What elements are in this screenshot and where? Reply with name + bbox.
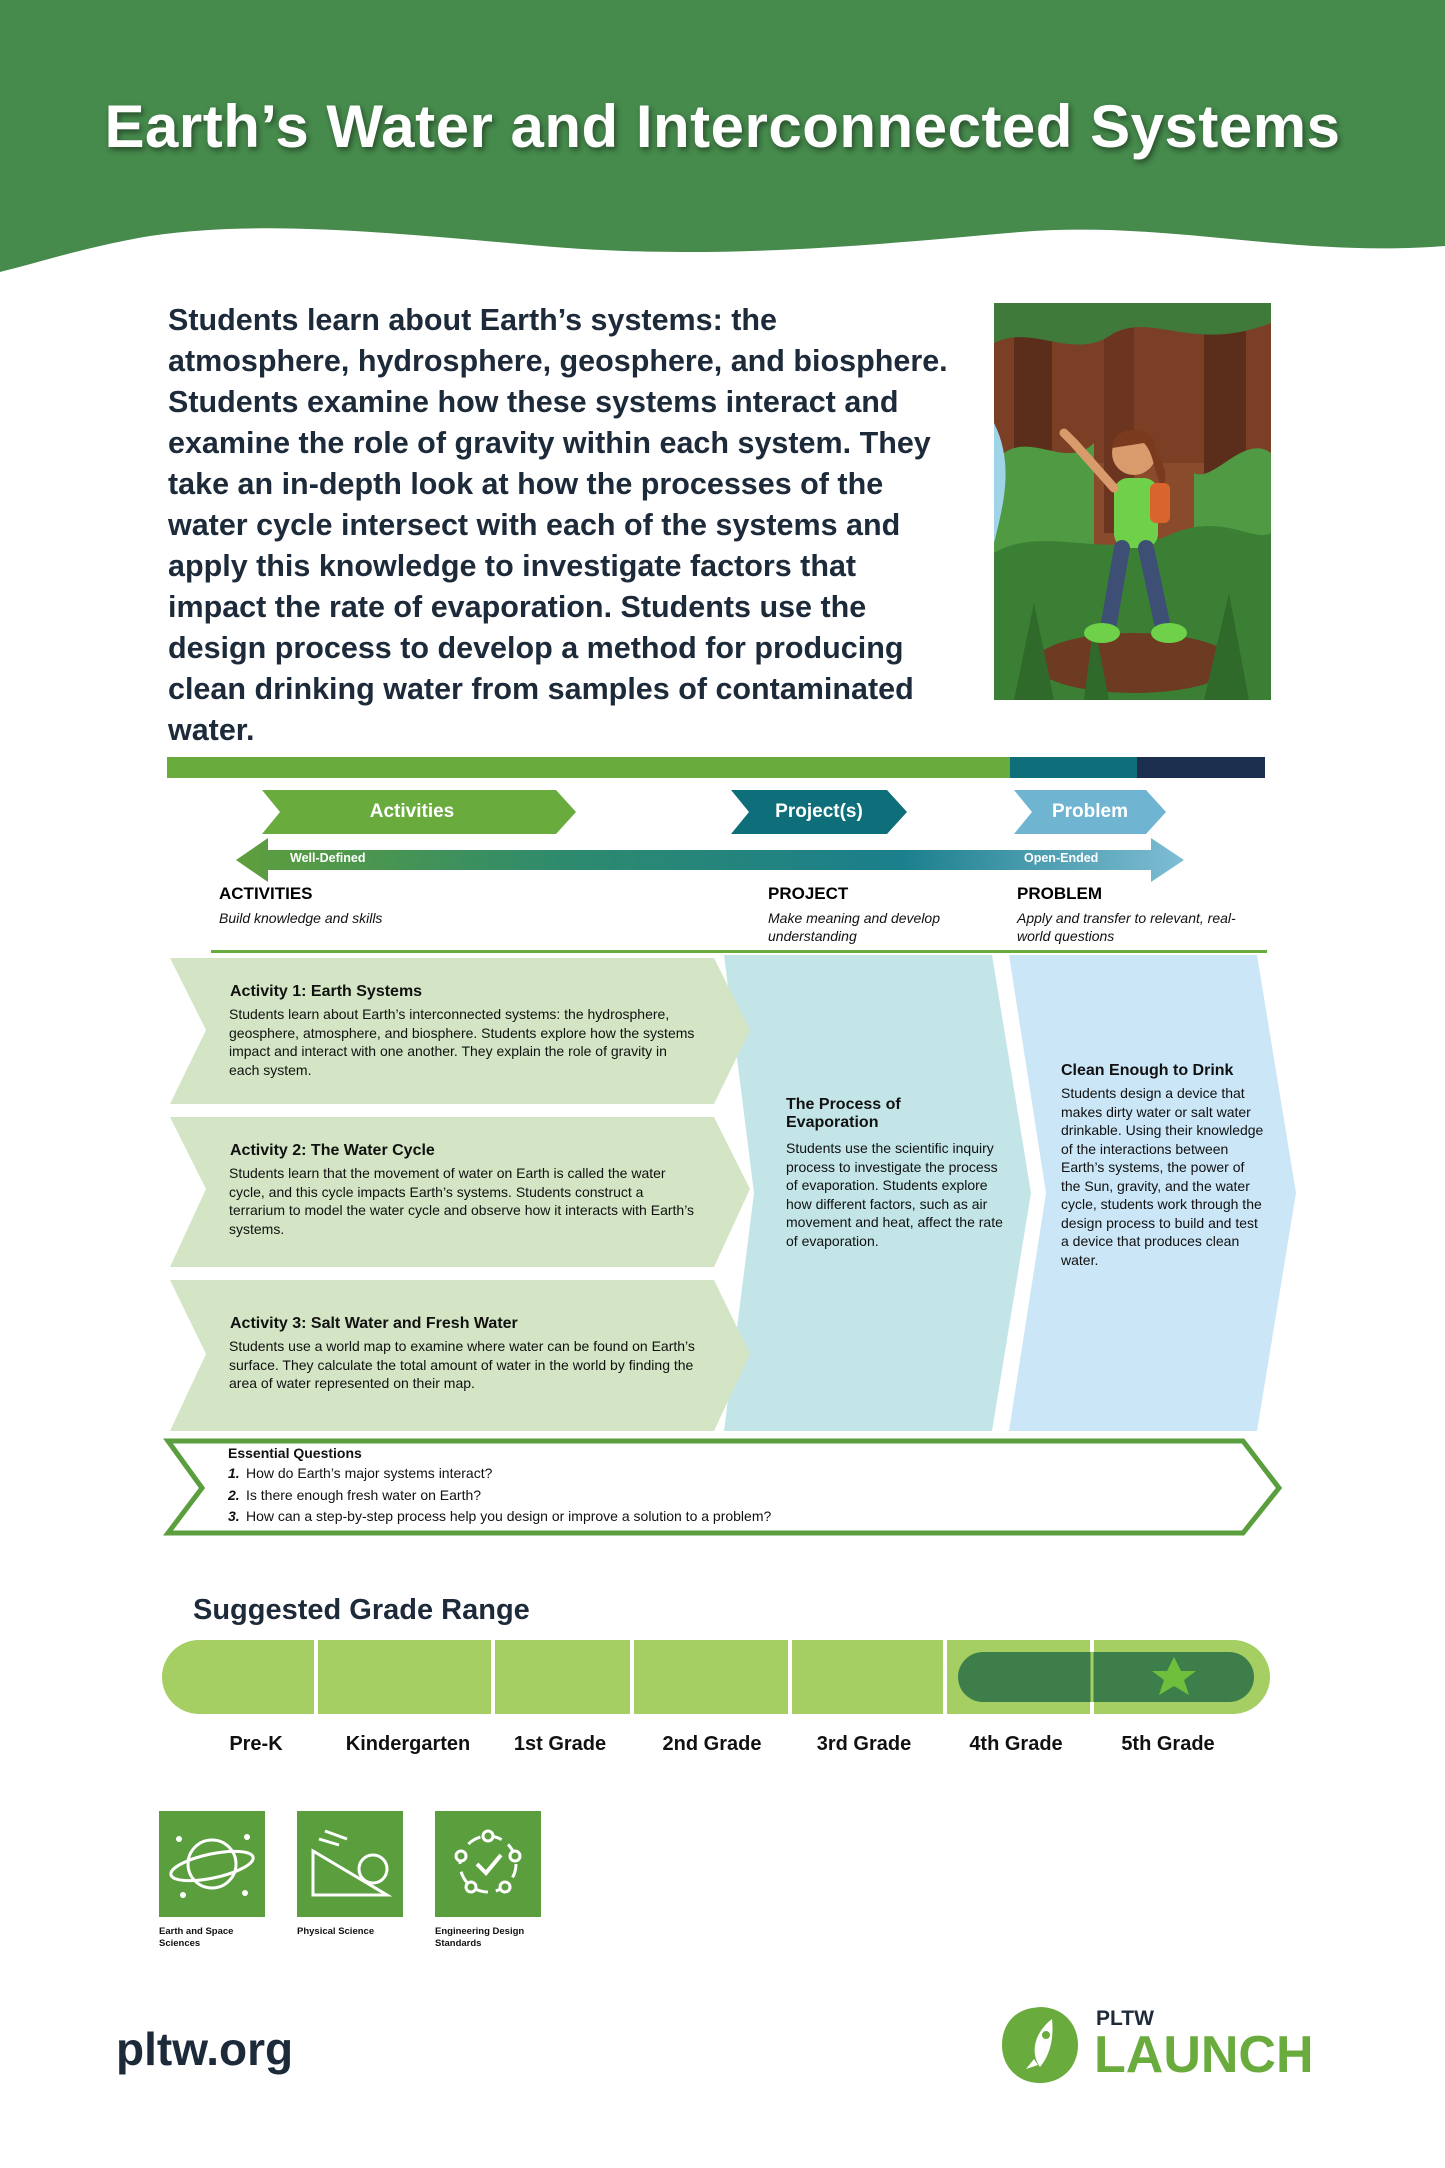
pltw-url[interactable]: pltw.org	[116, 2023, 294, 2075]
grade-label-2nd: 2nd Grade	[662, 1733, 762, 1755]
essential-questions-list	[228, 1463, 1178, 1528]
problem-heading: PROBLEM	[1017, 884, 1102, 903]
essential-question-2: 2. Is there enough fresh water on Earth?	[228, 1486, 482, 1503]
grade-range-title: Suggested Grade Range	[193, 1594, 530, 1626]
scale-right-label: Open-Ended	[1024, 851, 1099, 865]
grade-label-kindergarten: Kindergarten	[345, 1733, 471, 1755]
planet-icon	[159, 1811, 265, 1917]
page-title: Earth’s Water and Interconnected Systems	[104, 93, 1341, 160]
grade-labels	[0, 1733, 1445, 1763]
problem-title: Clean Enough to Drink	[1061, 1062, 1234, 1079]
project-description: Students use the scientific inquiry process to investigate the process of evaporation. Students explore how different factors, such as air movement and heat, affect the rate of evaporation.	[786, 1140, 1003, 1249]
activities-chevron-label: Activities	[369, 801, 455, 822]
intro-paragraph: Students learn about Earth’s systems: the atmosphere, hydrosphere, geosphere, and biosphere. Students examine how these systems interact and examine the role of gravity within each system. They take an in-depth look at how the processes of the water cycle intersect with each of the systems and apply this knowledge to investigate factors that impact the rate of evaporation. Students use the design process to develop a method for producing clean drinking water from samples of contaminated water.	[168, 303, 948, 747]
project-title: The Process of Evaporation	[786, 1096, 901, 1131]
essential-question-1: 1. How do Earth’s major systems interact?	[228, 1465, 493, 1481]
problem-description: Students design a device that makes dirty water or salt water drinkable. Using their knowledge of the interactions between Earth’s systems, the power of the Sun, gravity, and the water cycle, students work through the design process to build and test a device that produces clean water.	[1061, 1085, 1264, 1268]
grade-label-prek: Pre-K	[229, 1733, 283, 1755]
standard-label-engineering-design: Engineering Design Standards	[435, 1926, 525, 1949]
essential-question-3: 3. How can a step-by-step process help you design or improve a solution to a problem?	[228, 1508, 772, 1524]
logo-big-text: LAUNCH	[1094, 2026, 1314, 2084]
scale-left-label: Well-Defined	[290, 851, 366, 865]
standard-label-earth-space: Earth and Space Sciences	[159, 1926, 234, 1949]
problem-chevron-label: Problem	[1051, 801, 1129, 822]
grade-label-3rd: 3rd Grade	[816, 1733, 912, 1755]
activity-1-title: Activity 1: Earth Systems	[230, 983, 423, 1000]
activity-3-description: Students use a world map to examine where water can be found on Earth’s surface. They calculate the total amount of water in the world by finding the area of water represented on their map.	[229, 1338, 695, 1391]
design-cycle-icon	[435, 1811, 541, 1917]
pltw-launch-logo	[1000, 2003, 1325, 2093]
logo-small-text: PLTW	[1096, 2007, 1154, 2030]
grade-label-1st: 1st Grade	[513, 1733, 607, 1755]
projects-chevron-label: Project(s)	[775, 801, 863, 822]
activity-3-title: Activity 3: Salt Water and Fresh Water	[230, 1315, 518, 1332]
ramp-ball-icon	[297, 1811, 403, 1917]
project-heading: PROJECT	[768, 884, 849, 903]
rocket-icon	[1000, 2005, 1080, 2085]
essential-questions-title: Essential Questions	[228, 1445, 362, 1461]
activity-1-description: Students learn about Earth’s interconnected systems: the hydrosphere, geosphere, atmosphere, and biosphere. Students explore how the systems impact and interact with one another. They explain the role of gravity in each system.	[229, 1006, 695, 1078]
problem-subheading: Apply and transfer to relevant, real-world questions	[1017, 910, 1236, 944]
standard-label-physical-science: Physical Science	[297, 1926, 375, 1937]
activity-2-description: Students learn that the movement of water on Earth is called the water cycle, and this cycle impacts Earth’s systems. Students construct a terrarium to model the water cycle and observe how it interacts with Earth’s systems.	[229, 1165, 695, 1237]
activities-subheading: Build knowledge and skills	[219, 910, 383, 926]
activity-2-title: Activity 2: The Water Cycle	[230, 1142, 435, 1159]
grade-range-bar	[162, 1640, 1272, 1716]
grade-label-4th: 4th Grade	[969, 1733, 1063, 1755]
grade-label-5th: 5th Grade	[1121, 1733, 1215, 1755]
project-subheading: Make meaning and develop understanding	[768, 910, 941, 944]
grade-highlight	[958, 1652, 1254, 1702]
activities-heading: ACTIVITIES	[219, 884, 313, 903]
